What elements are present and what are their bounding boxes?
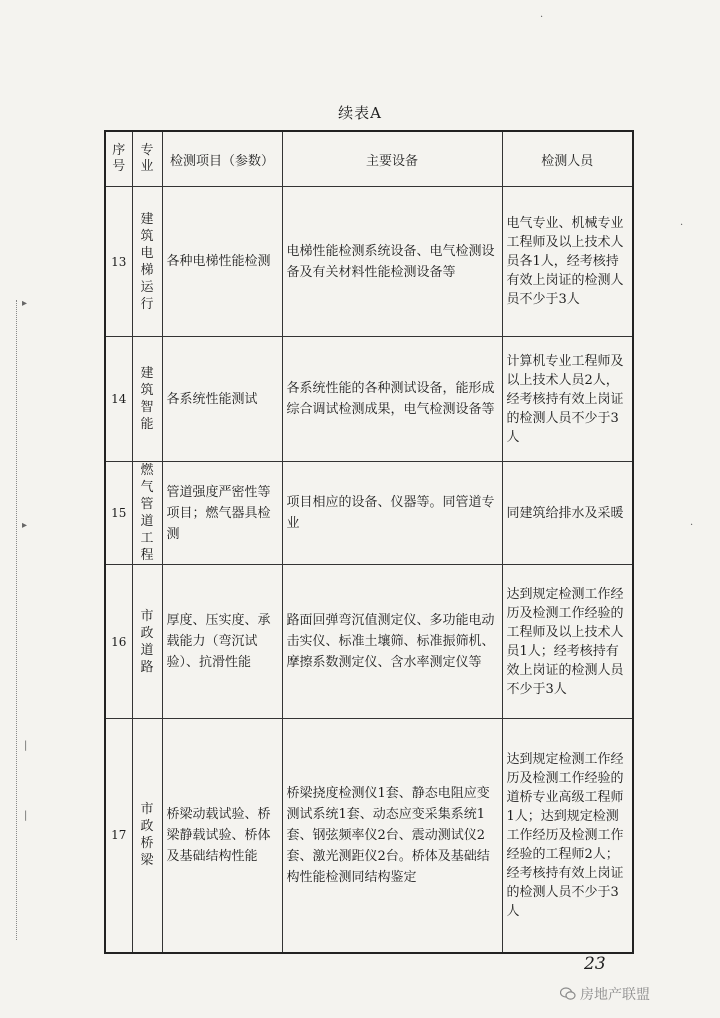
row-equipment: 各系统性能的各种测试设备，能形成综合调试检测成果，电气检测设备等 (282, 337, 502, 462)
margin-mark: ▸ (22, 520, 28, 531)
row-specialty: 建筑电梯运行 (132, 187, 162, 337)
chat-bubble-icon (560, 987, 576, 1001)
table-row (105, 187, 633, 337)
table-header-row (105, 131, 633, 187)
row-item: 厚度、压实度、承载能力（弯沉试验）、抗滑性能 (162, 565, 282, 719)
row-number: 14 (105, 337, 132, 462)
row-equipment: 电梯性能检测系统设备、电气检测设备及有关材料性能检测设备等 (282, 187, 502, 337)
table-row (105, 462, 633, 565)
row-number: 15 (105, 462, 132, 565)
table-row (105, 565, 633, 719)
header-item: 检测项目（参数） (162, 131, 282, 187)
margin-mark: ▸ (22, 298, 28, 309)
row-item: 各种电梯性能检测 (162, 187, 282, 337)
table-title: 续表A (338, 104, 382, 122)
table-row (105, 337, 633, 462)
row-equipment: 项目相应的设备、仪器等。同管道专业 (282, 462, 502, 565)
row-specialty: 市政道路 (132, 565, 162, 719)
row-item: 各系统性能测试 (162, 337, 282, 462)
margin-mark: | (24, 810, 28, 821)
row-staff: 电气专业、机械专业工程师及以上技术人员各1人，经考核持有效上岗证的检测人员不少于3人 (502, 187, 633, 337)
row-specialty: 建筑智能 (132, 337, 162, 462)
row-number: 17 (105, 719, 132, 953)
row-number: 16 (105, 565, 132, 719)
row-specialty: 燃气管道工程 (132, 462, 162, 565)
watermark-text: 房地产联盟 (580, 987, 650, 1003)
row-number: 13 (105, 187, 132, 337)
row-item: 桥梁动载试验、桥梁静载试验、桥体及基础结构性能 (162, 719, 282, 953)
table-row (105, 719, 633, 953)
row-staff: 计算机专业工程师及以上技术人员2人，经考核持有效上岗证的检测人员不少于3人 (502, 337, 633, 462)
header-specialty: 专业 (132, 131, 162, 187)
margin-mark: | (24, 740, 28, 751)
row-specialty: 市政桥梁 (132, 719, 162, 953)
row-staff: 达到规定检测工作经历及检测工作经验的工程师及以上技术人员1人；经考核持有效上岗证的检测人员不少于3人 (502, 565, 633, 719)
header-no: 序号 (105, 131, 132, 187)
header-staff: 检测人员 (502, 131, 633, 187)
row-item: 管道强度严密性等项目；燃气器具检测 (162, 462, 282, 565)
row-staff: 达到规定检测工作经历及检测工作经验的道桥专业高级工程师1人；达到规定检测工作经历及检测工作经验的工程师2人；经考核持有效上岗证的检测人员不少于3人 (502, 719, 633, 953)
margin-mark: · (690, 520, 694, 531)
row-equipment: 路面回弹弯沉值测定仪、多功能电动击实仪、标准土壤筛、标准振筛机、摩擦系数测定仪、含水率测定仪等 (282, 565, 502, 719)
inspection-table (104, 130, 634, 954)
margin-mark: · (680, 220, 684, 231)
watermark (560, 984, 650, 1004)
page-edge-line (16, 300, 20, 940)
row-staff: 同建筑给排水及采暖 (502, 462, 633, 565)
page-number: 23 (584, 954, 606, 974)
header-equipment: 主要设备 (282, 131, 502, 187)
margin-mark: · (540, 12, 544, 23)
row-equipment: 桥梁挠度检测仪1套、静态电阻应变测试系统1套、动态应变采集系统1套、钢弦频率仪2台、震动测试仪2套、激光测距仪2台。桥体及基础结构性能检测同结构鉴定 (282, 719, 502, 953)
